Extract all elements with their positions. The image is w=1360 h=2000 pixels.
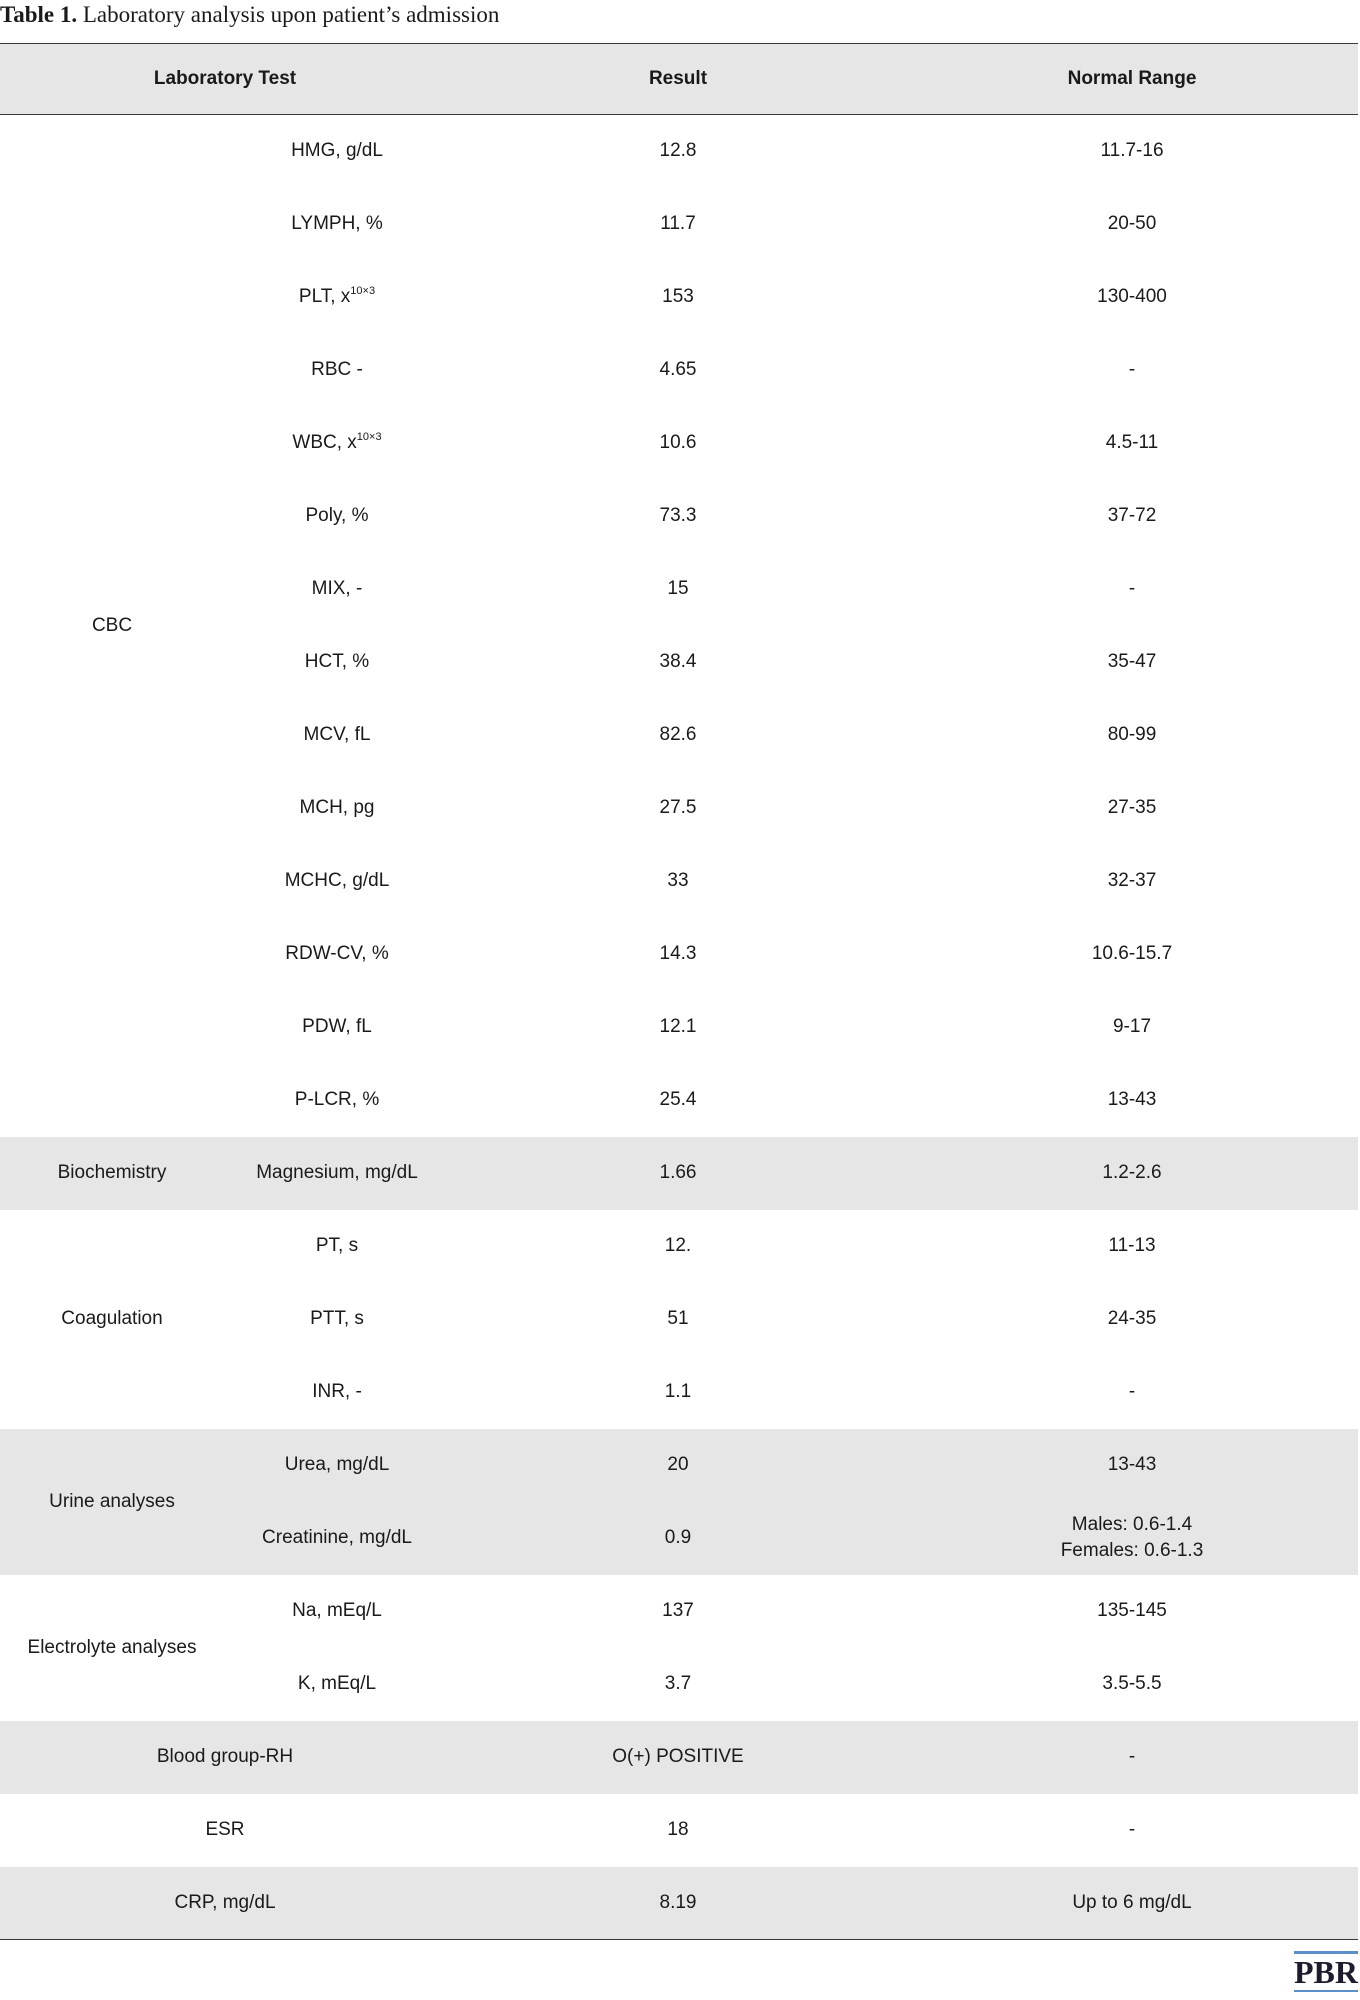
table-header-row — [0, 44, 1358, 115]
test-normal-range: 11-13 — [1108, 1235, 1156, 1256]
table-row — [0, 1429, 1358, 1502]
test-name: MCHC, g/dL — [284, 870, 390, 891]
test-name: RBC - — [311, 359, 363, 380]
esr-section — [0, 1794, 1358, 1867]
test-result: 11.7 — [660, 213, 696, 234]
test-normal-range: - — [1128, 578, 1136, 599]
test-normal-range: 11.7-16 — [1100, 140, 1164, 162]
header-laboratory-test: Laboratory Test — [153, 68, 297, 89]
header-result: Result — [648, 68, 708, 89]
test-name: K, mEq/L — [297, 1673, 377, 1694]
test-result: 12.1 — [659, 1016, 697, 1037]
test-normal-range: 10.6-15.7 — [1091, 943, 1173, 964]
test-result: 8.19 — [659, 1891, 697, 1913]
test-normal-range: 20-50 — [1107, 213, 1157, 234]
caption-text: Laboratory analysis upon patient’s admission — [82, 2, 500, 27]
test-result: 12.8 — [659, 140, 697, 162]
electrolyte-section — [0, 1575, 1358, 1721]
test-result: 0.9 — [664, 1527, 692, 1548]
test-name: MCV, fL — [303, 724, 371, 745]
test-name: HCT, % — [304, 651, 370, 672]
test-normal-range: 130-400 — [1097, 286, 1167, 307]
table-row — [0, 1210, 1358, 1283]
urine-section — [0, 1429, 1358, 1575]
test-result: 14.3 — [659, 943, 697, 964]
test-name: Blood group-RH — [156, 1746, 294, 1767]
group-label-electrolyte: Electrolyte analyses — [27, 1636, 197, 1658]
pbr-journal-logo: PBR — [1294, 1954, 1358, 1990]
test-name: INR, - — [312, 1381, 362, 1402]
test-normal-range: 135-145 — [1097, 1600, 1167, 1621]
test-name: Creatinine, mg/dL — [262, 1527, 412, 1548]
test-normal-range: 3.5-5.5 — [1102, 1673, 1162, 1694]
test-result: 51 — [667, 1308, 689, 1329]
group-label-cbc: CBC — [91, 614, 133, 636]
test-result: 18 — [667, 1819, 689, 1840]
group-label-urine: Urine analyses — [49, 1490, 175, 1512]
test-normal-range: 80-99 — [1107, 724, 1157, 745]
test-result: 25.4 — [659, 1089, 697, 1110]
caption-label: Table 1. — [0, 2, 78, 27]
test-normal-range: - — [1128, 1746, 1136, 1767]
table-row — [0, 1794, 1358, 1867]
test-name: MIX, - — [311, 578, 363, 599]
table-caption — [0, 0, 499, 30]
test-normal-range — [906, 1502, 1358, 1575]
header-normal-range: Normal Range — [1067, 68, 1197, 89]
biochemistry-section — [0, 1137, 1358, 1210]
superscript-exponent: 10×3 — [350, 285, 376, 297]
lab-results-table — [0, 43, 1358, 1940]
test-normal-range: 35-47 — [1107, 651, 1157, 672]
test-result: O(+) POSITIVE — [612, 1746, 744, 1767]
test-name: LYMPH, % — [291, 213, 383, 234]
test-normal-range: - — [1128, 1819, 1136, 1840]
test-name: Urea, mg/dL — [284, 1454, 390, 1475]
table-row — [0, 1721, 1358, 1794]
test-result: 137 — [662, 1600, 694, 1621]
test-result: 10.6 — [659, 432, 697, 453]
range-line-females: Females: 0.6-1.3 — [1060, 1540, 1204, 1561]
test-name: WBC, $x^{10\times 3}$ — [292, 431, 382, 453]
crp-section — [0, 1867, 1358, 1940]
test-result: 3.7 — [664, 1673, 692, 1694]
group-label-biochemistry: Biochemistry — [57, 1162, 167, 1183]
test-result: 1.66 — [659, 1162, 697, 1183]
test-name: PLT, $x^{10\times 3}$ — [298, 285, 376, 307]
test-name: PT, s — [315, 1235, 359, 1256]
test-normal-range: 13-43 — [1107, 1089, 1157, 1110]
test-name: PTT, s — [310, 1308, 364, 1329]
test-name: RDW-CV, % — [285, 943, 389, 964]
table-row — [0, 115, 1358, 188]
superscript-exponent: 10×3 — [356, 431, 382, 443]
test-name: ESR — [205, 1819, 245, 1840]
test-normal-range: 4.5-11 — [1105, 432, 1159, 453]
test-result: 82.6 — [659, 724, 697, 745]
test-result: 38.4 — [659, 651, 697, 672]
test-result: 4.65 — [659, 359, 697, 380]
test-result: 33 — [667, 870, 689, 891]
test-normal-range: 27-35 — [1107, 797, 1157, 818]
test-name: HMG, g/dL — [291, 140, 383, 162]
coagulation-section — [0, 1210, 1358, 1429]
test-normal-range: 9-17 — [1112, 1016, 1152, 1037]
test-name: P-LCR, % — [294, 1089, 380, 1110]
test-normal-range: 24-35 — [1107, 1308, 1157, 1329]
test-result: 12. — [664, 1235, 692, 1256]
test-result: 15 — [667, 578, 689, 599]
test-normal-range: 37-72 — [1107, 505, 1157, 526]
table-row — [0, 1137, 1358, 1210]
test-name: Magnesium, mg/dL — [256, 1162, 418, 1183]
test-normal-range: 13-43 — [1107, 1454, 1157, 1475]
test-result: 27.5 — [659, 797, 697, 818]
test-normal-range: - — [1128, 1381, 1136, 1402]
test-name: MCH, pg — [299, 797, 375, 818]
table-row — [0, 1867, 1358, 1940]
test-name: CRP, mg/dL — [174, 1891, 276, 1913]
test-normal-range: 1.2-2.6 — [1102, 1162, 1162, 1183]
test-result: 153 — [662, 286, 694, 307]
test-normal-range: - — [1128, 359, 1136, 380]
table-row — [0, 1575, 1358, 1648]
test-name: Na, mEq/L — [292, 1600, 382, 1621]
cbc-section — [0, 115, 1358, 1137]
group-label-coagulation: Coagulation — [61, 1308, 163, 1329]
test-normal-range: Up to 6 mg/dL — [1072, 1891, 1192, 1913]
range-line-males: Males: 0.6-1.4 — [1071, 1514, 1193, 1535]
test-result: 1.1 — [664, 1381, 692, 1402]
blood-group-section — [0, 1721, 1358, 1794]
test-name: Poly, % — [305, 505, 369, 526]
test-normal-range: 32-37 — [1107, 870, 1157, 891]
test-result: 20 — [667, 1454, 689, 1475]
test-result: 73.3 — [659, 505, 697, 526]
test-name: PDW, fL — [302, 1016, 372, 1037]
